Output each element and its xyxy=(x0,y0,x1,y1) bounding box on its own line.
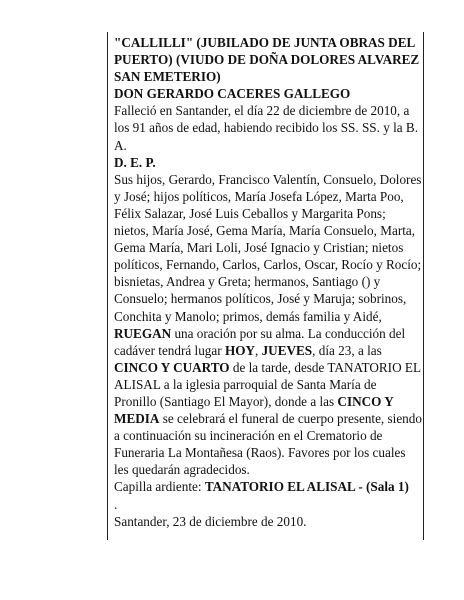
funeral-text-1: una oración por su alma. La conducción del cadáver tendrá lugar xyxy=(114,325,406,358)
funeral-text-2: , xyxy=(254,342,262,358)
death-notice: Falleció en Santander, el día 22 de diciembre de 2010, a los 91 años de edad, habiendo recibido los SS. SS. y la B. A. xyxy=(114,103,419,153)
date-line: Santander, 23 de diciembre de 2010. xyxy=(114,513,307,529)
funeral-weekday: JUEVES xyxy=(261,342,313,358)
funeral-details xyxy=(114,325,422,479)
chapel-location: TANATORIO EL ALISAL - (Sala 1) xyxy=(204,479,409,495)
chapel-line xyxy=(114,478,422,495)
funeral-mass-time: CINCO Y MEDIA xyxy=(114,393,394,427)
deceased-description: "CALLILLI" (JUBILADO DE JUNTA OBRAS DEL PUERTO) (VIUDO DE DOÑA DOLORES ALVAREZ SAN EMETERIO) xyxy=(114,35,420,85)
right-border-line xyxy=(423,32,424,540)
chapel-trailing-dot: . xyxy=(114,496,118,512)
rip-line: D. E. P. xyxy=(114,154,156,170)
family-list: Sus hijos, Gerardo, Francisco Valentín, Consuelo, Dolores y José; hijos políticos, María Josefa López, Marta Poo, Félix Salazar, José Luis Ceballos y Margarita Pons; nietos, María José, Gema María, María Consuelo, Marta, Gema María, Mari Loli, José Ignacio y Cristian; nietos políticos, Fernando, Carlos, Carlos, Oscar, Rocío y Rocío; bisnietas, Andrea y Greta; hermanos, Santiago () y Consuelo; hermanos políticos, José y Maruja; sobrinos, Conchita y Manolo; primos, demás familia y Aidé, xyxy=(114,171,422,324)
funeral-day-today: HOY xyxy=(224,342,255,358)
funeral-text-4: de la tarde, desde TANATORIO EL ALISAL a la iglesia parroquial de Santa María de Pronillo (Santiago El Mayor), donde a las xyxy=(114,359,421,409)
funeral-departure-time: CINCO Y CUARTO xyxy=(114,359,230,375)
chapel-label: Capilla ardiente: xyxy=(114,479,205,495)
funeral-text-5: se celebrará el funeral de cuerpo presente, siendo a continuación su incineración en el Crematorio de Funeraria La Montañesa (Raos). Favores por los cuales les quedarán agradecidos. xyxy=(114,411,422,478)
deceased-name: DON GERARDO CACERES GALLEGO xyxy=(114,86,351,102)
left-border-line xyxy=(107,32,108,540)
ruegan-text: RUEGAN xyxy=(114,325,172,341)
funeral-text-3: , día 23, a las xyxy=(312,342,382,358)
obituary-notice xyxy=(114,34,422,530)
